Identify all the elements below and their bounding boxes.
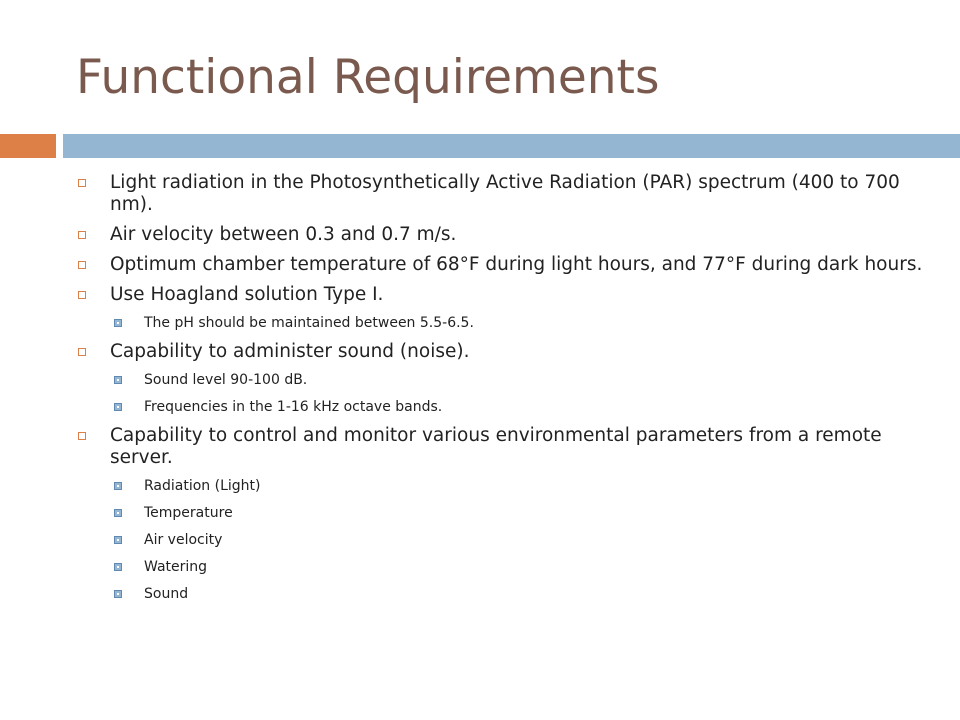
bullet-item: [76, 341, 926, 363]
sub-bullet-text: Frequencies in the 1-16 kHz octave bands.: [144, 399, 443, 415]
bullet-text: Use Hoagland solution Type I.: [110, 284, 384, 305]
bullet-item: [76, 284, 926, 306]
sub-bullet-item: [76, 531, 926, 549]
sub-bullet-item: [76, 314, 926, 332]
sub-bullet-item: [76, 558, 926, 576]
filled-square-bullet-icon: [114, 509, 122, 517]
filled-square-bullet-icon: [114, 536, 122, 544]
filled-square-bullet-icon: [114, 319, 122, 327]
bullet-text: Optimum chamber temperature of 68°F during light hours, and 77°F during dark hours.: [110, 254, 923, 275]
square-bullet-icon: [78, 179, 86, 187]
sub-bullet-text: The pH should be maintained between 5.5-6.5.: [144, 315, 474, 331]
filled-square-bullet-icon: [114, 376, 122, 384]
sub-bullet-item: [76, 371, 926, 389]
accent-bar-orange: [0, 134, 56, 158]
square-bullet-icon: [78, 291, 86, 299]
filled-square-bullet-icon: [114, 482, 122, 490]
filled-square-bullet-icon: [114, 403, 122, 411]
filled-square-bullet-icon: [114, 590, 122, 598]
sub-bullet-text: Sound level 90-100 dB.: [144, 372, 308, 388]
sub-bullet-text: Radiation (Light): [144, 478, 261, 494]
sub-bullet-text: Temperature: [144, 505, 233, 521]
bullet-item: [76, 254, 926, 276]
bullet-text: Light radiation in the Photosynthetically Active Radiation (PAR) spectrum (400 to 700 nm).: [110, 172, 900, 215]
square-bullet-icon: [78, 432, 86, 440]
bullet-text: Capability to control and monitor various environmental parameters from a remote server.: [110, 425, 882, 468]
filled-square-bullet-icon: [114, 563, 122, 571]
bullet-item: [76, 425, 926, 469]
sub-bullet-item: [76, 585, 926, 603]
bullet-text: Capability to administer sound (noise).: [110, 341, 470, 362]
sub-bullet-text: Sound: [144, 586, 189, 602]
sub-bullet-item: [76, 398, 926, 416]
square-bullet-icon: [78, 261, 86, 269]
slide-title: Functional Requirements: [76, 50, 660, 105]
sub-bullet-item: [76, 477, 926, 495]
square-bullet-icon: [78, 348, 86, 356]
sub-bullet-text: Air velocity: [144, 532, 223, 548]
sub-bullet-item: [76, 504, 926, 522]
bullet-list: [76, 172, 926, 612]
sub-bullet-text: Watering: [144, 559, 208, 575]
square-bullet-icon: [78, 231, 86, 239]
bullet-item: [76, 224, 926, 246]
bullet-item: [76, 172, 926, 216]
accent-bar-blue: [63, 134, 960, 158]
bullet-text: Air velocity between 0.3 and 0.7 m/s.: [110, 224, 457, 245]
